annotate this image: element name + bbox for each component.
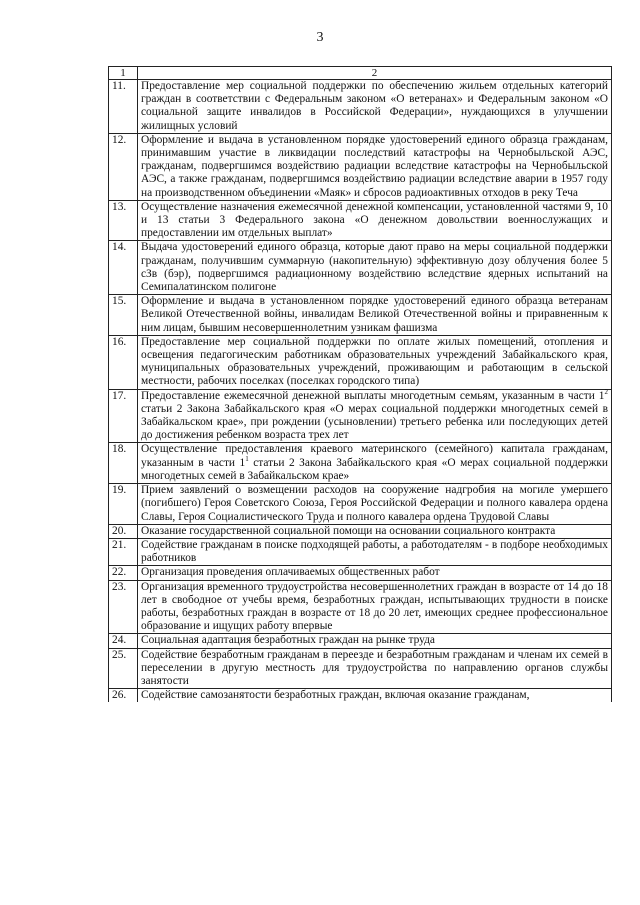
row-text: Содействие гражданам в поиске подходящей работы, а работодателям - в подборе необходимых работников — [138, 538, 612, 565]
row-text: Организация временного трудоустройства несовершеннолетних граждан в возрасте от 14 до 18 лет в свободное от учебы время, безработных граждан, испытывающих трудности в поиске работы, безработных граждан в возрасте от 18 до 20 лет, имеющих среднее профессиональное образование и ищущих работу впервые — [138, 580, 612, 634]
table-row — [109, 648, 612, 689]
table-row — [109, 634, 612, 648]
row-number: 25. — [109, 648, 138, 689]
row-number: 15. — [109, 295, 138, 336]
row-number: 13. — [109, 200, 138, 241]
row-text: Осуществление назначения ежемесячной денежной компенсации, установленной частями 9, 10 и 13 статьи 3 Федерального закона «О денежном довольствии военнослужащих и предоставлении им отдельных выплат» — [138, 200, 612, 241]
row-number: 17. — [109, 389, 138, 443]
header-cell-description: 2 — [138, 67, 612, 80]
row-text: Организация проведения оплачиваемых общественных работ — [138, 566, 612, 580]
table-row — [109, 295, 612, 336]
row-number: 26. — [109, 689, 138, 703]
row-number: 18. — [109, 443, 138, 484]
row-number: 22. — [109, 566, 138, 580]
row-text — [138, 443, 612, 484]
row-text-part: статьи 2 Закона Забайкальского края «О мерах социальной поддержки многодетных семей в Забайкальском крае», при рождении (усыновлении) третьего ребенка или последующих детей до достижения ребенком возраста трех лет — [141, 402, 608, 442]
row-text: Выдача удостоверений единого образца, которые дают право на меры социальной поддержки гражданам, получившим суммарную (накопительную) эффективную дозу облучения более 5 сЗв (бэр), подвергшимся радиационному воздействию вследствие ядерных испытаний на Семипалатинском полигоне — [138, 241, 612, 295]
row-number: 21. — [109, 538, 138, 565]
row-number: 24. — [109, 634, 138, 648]
row-text — [138, 389, 612, 443]
row-text-part: статьи 2 Закона Забайкальского края «О мерах социальной поддержки многодетных семей в Забайкальском крае» — [141, 456, 608, 482]
table-row — [109, 389, 612, 443]
table-row — [109, 689, 612, 703]
table-row — [109, 133, 612, 200]
row-number: 12. — [109, 133, 138, 200]
page-number: 3 — [316, 30, 324, 45]
row-number: 20. — [109, 524, 138, 538]
table-row — [109, 484, 612, 525]
row-text: Оказание государственной социальной помощи на основании социального контракта — [138, 524, 612, 538]
table-row — [109, 580, 612, 634]
table-row — [109, 538, 612, 565]
row-text-part: Осуществление предоставления краевого материнского (семейного) капитала гражданам, указанным в части 1 — [141, 443, 608, 469]
row-number: 14. — [109, 241, 138, 295]
row-text: Предоставление мер социальной поддержки по обеспечению жильем отдельных категорий граждан в соответствии с Федеральным законом «О ветеранах» и Федеральным законом «О социальной защите инвалидов в Российской Федерации», нуждающихся в улучшении жилищных условий — [138, 80, 612, 134]
row-text: Предоставление мер социальной поддержки по оплате жилых помещений, отопления и освещения педагогическим работникам образовательных учреждений Забайкальского края, муниципальных образовательных учреждений, проживающим и работающим в сельской местности, рабочих поселках (поселках городского типа) — [138, 335, 612, 389]
superscript: 1 — [245, 454, 249, 463]
table-row — [109, 566, 612, 580]
table-row — [109, 241, 612, 295]
header-cell-number: 1 — [109, 67, 138, 80]
table-row — [109, 524, 612, 538]
row-number: 19. — [109, 484, 138, 525]
row-text: Прием заявлений о возмещении расходов на сооружение надгробия на могиле умершего (погибшего) Героя Советского Союза, Героя Российской Федерации и полного кавалера ордена Славы, Героя Социалистического Труда и полного кавалера ордена Трудовой Славы — [138, 484, 612, 525]
row-text: Содействие самозанятости безработных граждан, включая оказание гражданам, — [138, 689, 612, 703]
table-row — [109, 200, 612, 241]
row-text: Социальная адаптация безработных граждан на рынке труда — [138, 634, 612, 648]
row-text: Содействие безработным гражданам в переезде и безработным гражданам и членам их семей в переселении в другую местность для трудоустройства по направлению органов службы занятости — [138, 648, 612, 689]
services-table — [108, 66, 612, 702]
table-row — [109, 335, 612, 389]
table-row — [109, 443, 612, 484]
table-header-row — [109, 67, 612, 80]
superscript: 2 — [604, 387, 608, 396]
row-number: 16. — [109, 335, 138, 389]
row-text: Оформление и выдача в установленном порядке удостоверений единого образца гражданам, принимавшим участие в ликвидации последствий катастрофы на Чернобыльской АЭС, гражданам, подвергшимся воздействию радиации вследствие катастрофы на Чернобыльской АЭС, а также гражданам, подвергшимся воздействию радиации вследствие аварии в 1957 году на производственном объединении «Маяк» и сбросов радиоактивных отходов в реку Теча — [138, 133, 612, 200]
table-row — [109, 80, 612, 134]
row-number: 23. — [109, 580, 138, 634]
row-text: Оформление и выдача в установленном порядке удостоверений единого образца ветеранам Великой Отечественной войны, инвалидам Великой Отечественной войны и приравненным к ним лицам, бывшим несовершеннолетним узникам фашизма — [138, 295, 612, 336]
row-number: 11. — [109, 80, 138, 134]
row-text-part: Предоставление ежемесячной денежной выплаты многодетным семьям, указанным в части 1 — [141, 389, 605, 402]
